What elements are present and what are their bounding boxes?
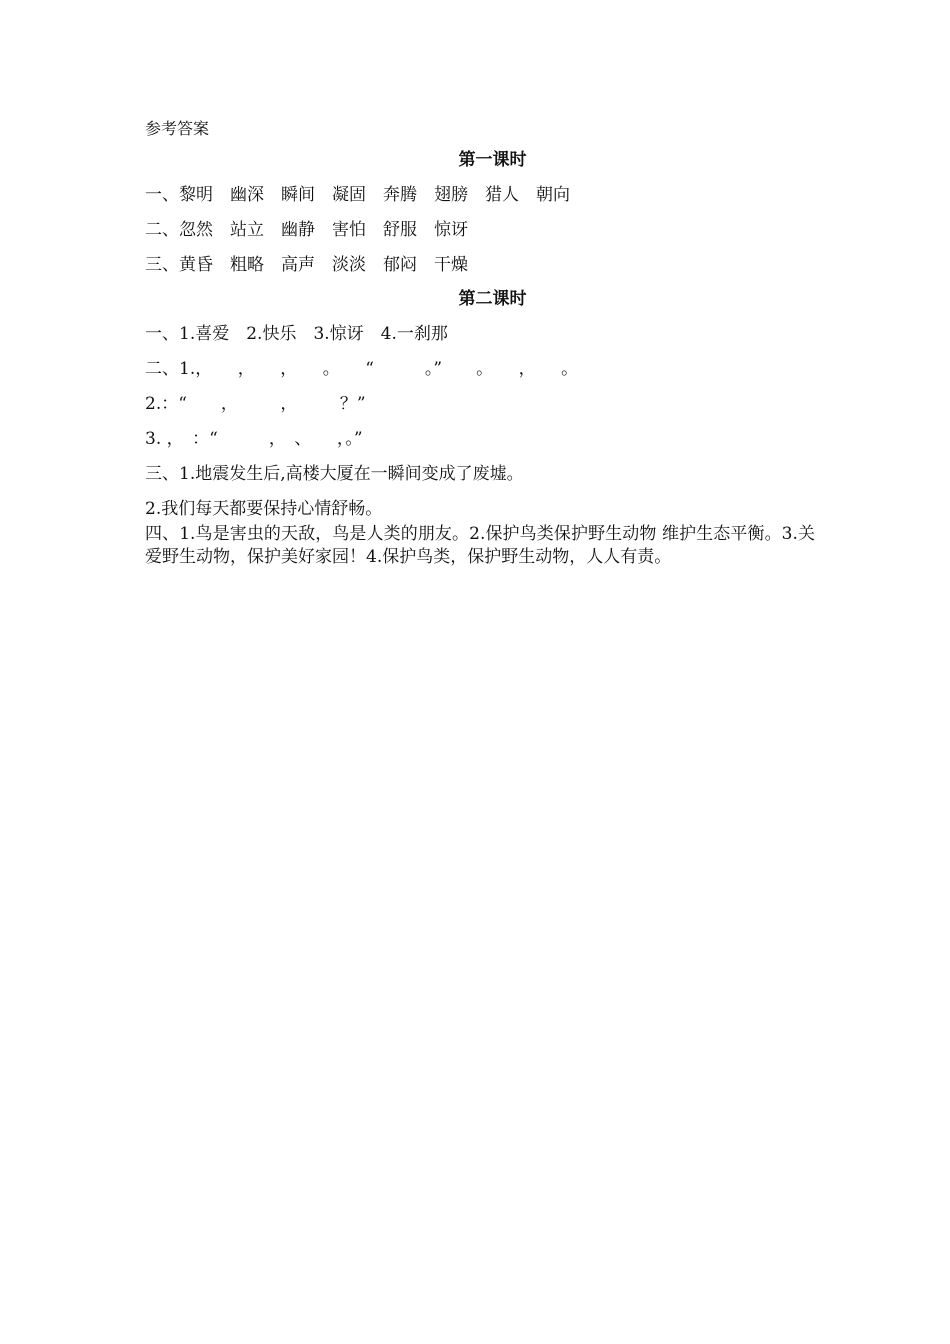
answer-line: 2.我们每天都要保持心情舒畅。 (145, 499, 383, 519)
section-title-lesson-2: 第二课时 (458, 289, 527, 309)
answer-line: 3. ， ：“ ， 、 ，。” (145, 429, 363, 449)
section-title-lesson-1: 第一课时 (458, 150, 527, 170)
answer-line: 三、黄昏 粗略 高声 淡淡 郁闷 干燥 (145, 255, 468, 275)
answer-paragraph: 四、1.鸟是害虫的天敌，鸟是人类的朋友。2.保护鸟类保护野生动物 维护生态平衡。3.关爱野生动物，保护美好家园！4.保护鸟类，保护野生动物，人人有责。 (145, 524, 815, 567)
answer-line: 一、1.喜爱 2.快乐 3.惊讶 4.一刹那 (145, 324, 448, 344)
answer-line: 三、1.地震发生后,高楼大厦在一瞬间变成了废墟。 (145, 464, 524, 484)
answer-line: 二、忽然 站立 幽静 害怕 舒服 惊讶 (145, 220, 468, 240)
document-header: 参考答案 (145, 119, 210, 138)
answer-line: 2.：“ ， ， ？” (145, 394, 366, 414)
answer-line: 二、1.， ， ， 。 “ 。” 。 ， 。 (145, 359, 579, 379)
answer-line: 一、黎明 幽深 瞬间 凝固 奔腾 翅膀 猎人 朝向 (145, 185, 570, 205)
answer-document (145, 118, 815, 569)
